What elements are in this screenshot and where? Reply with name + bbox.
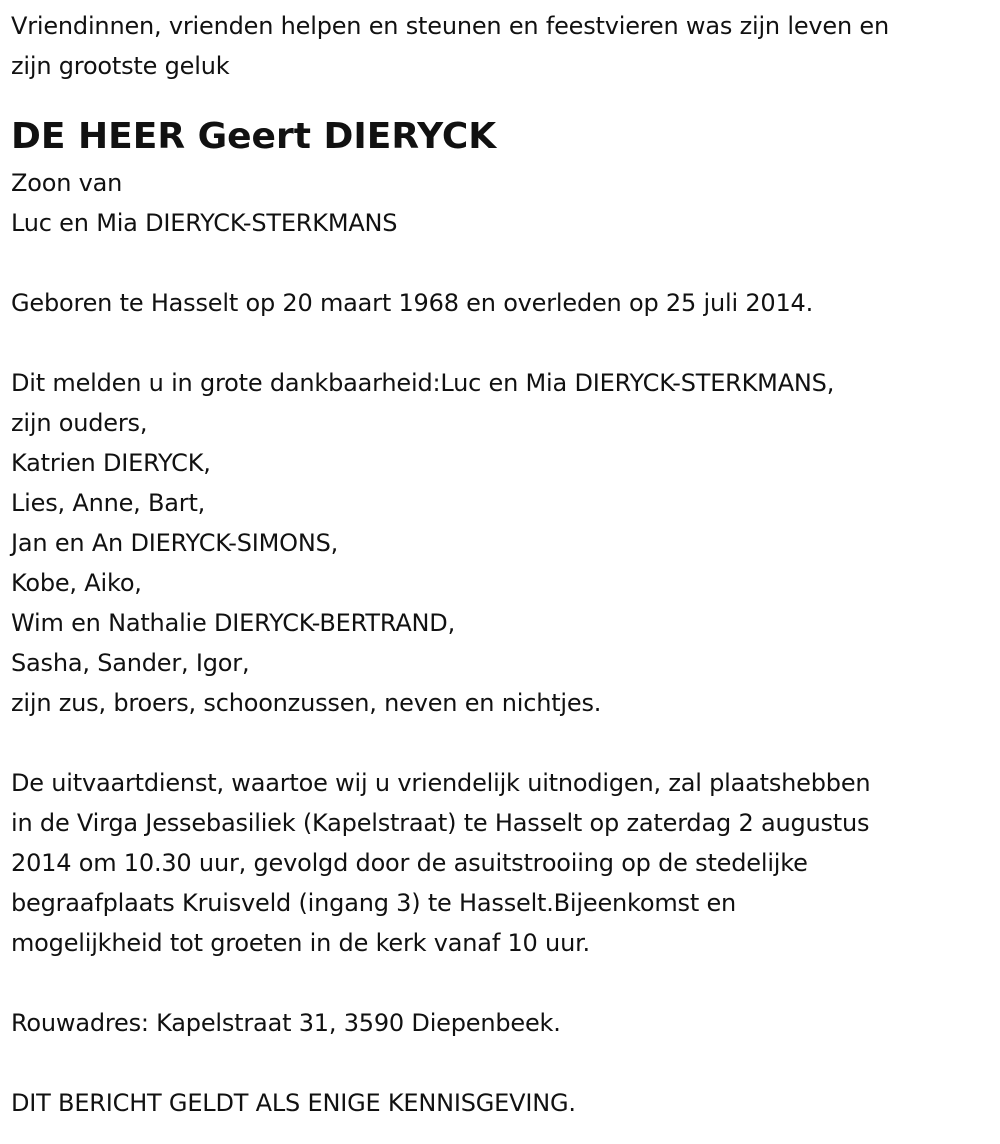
relative-line: zijn zus, broers, schoonzussen, neven en nichtjes.	[11, 689, 602, 717]
spacer	[11, 1043, 996, 1083]
motto	[11, 6, 996, 86]
funeral-line: 2014 om 10.30 uur, gevolgd door de asuitstrooiing op de stedelijke	[11, 849, 808, 877]
obituary-document	[11, 6, 996, 1123]
parentage	[11, 163, 996, 243]
deceased-name: DE HEER Geert DIERYCK	[11, 116, 497, 157]
funeral-details	[11, 763, 996, 963]
announcement	[11, 363, 996, 723]
motto-line: Vriendinnen, vrienden helpen en steunen en feestvieren was zijn leven en	[11, 12, 889, 40]
notice-line: DIT BERICHT GELDT ALS ENIGE KENNISGEVING.	[11, 1089, 576, 1117]
relative-line: Lies, Anne, Bart,	[11, 489, 206, 517]
relative-line: Sasha, Sander, Igor,	[11, 649, 250, 677]
relative-line: Katrien DIERYCK,	[11, 449, 211, 477]
funeral-line: De uitvaartdienst, waartoe wij u vriendelijk uitnodigen, zal plaatshebben	[11, 769, 871, 797]
relative-line: Wim en Nathalie DIERYCK-BERTRAND,	[11, 609, 455, 637]
birth-death-line: Geboren te Hasselt op 20 maart 1968 en overleden op 25 juli 2014.	[11, 289, 814, 317]
mourning-address: Rouwadres: Kapelstraat 31, 3590 Diepenbeek.	[11, 1009, 561, 1037]
announcement-intro: Dit melden u in grote dankbaarheid:Luc en Mia DIERYCK-STERKMANS,	[11, 369, 835, 397]
relative-line: zijn ouders,	[11, 409, 148, 437]
spacer	[11, 723, 996, 763]
spacer	[11, 323, 996, 363]
funeral-line: begraafplaats Kruisveld (ingang 3) te Hasselt.Bijeenkomst en	[11, 889, 737, 917]
spacer	[11, 963, 996, 1003]
relative-line: Kobe, Aiko,	[11, 569, 142, 597]
parents-names: Luc en Mia DIERYCK-STERKMANS	[11, 209, 398, 237]
spacer	[11, 243, 996, 283]
funeral-line: in de Virga Jessebasiliek (Kapelstraat) te Hasselt op zaterdag 2 augustus	[11, 809, 870, 837]
funeral-line: mogelijkheid tot groeten in de kerk vanaf 10 uur.	[11, 929, 590, 957]
parentage-label: Zoon van	[11, 169, 123, 197]
motto-line: zijn grootste geluk	[11, 52, 230, 80]
relative-line: Jan en An DIERYCK-SIMONS,	[11, 529, 339, 557]
